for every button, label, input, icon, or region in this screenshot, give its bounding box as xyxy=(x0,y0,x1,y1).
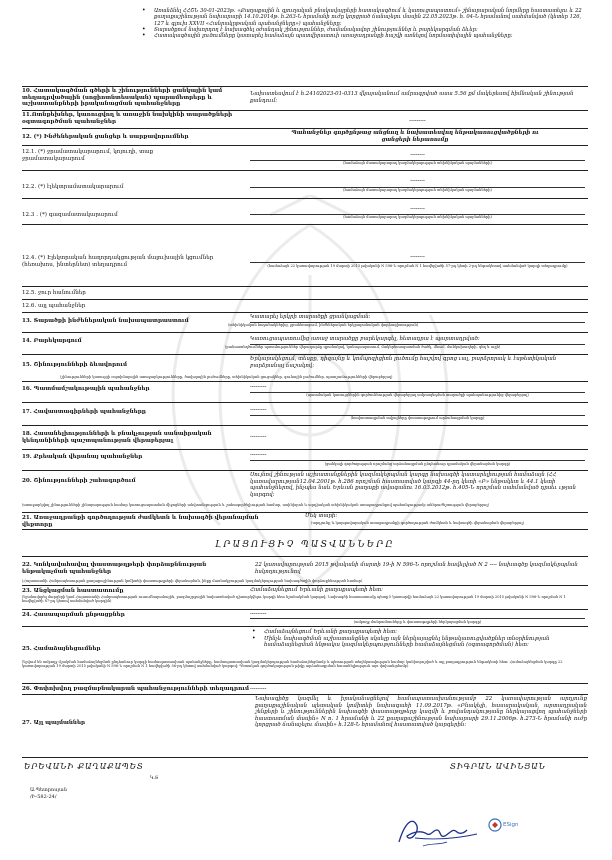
row-14-caption: (բանաստեղծումներ պատմություններ վերադարձը գրանակով, կանաչապատում, մակերեսապատման ծածկ, մնում, մանկախաղերի, գեղ և այլն) xyxy=(225,345,501,349)
top-bullets xyxy=(140,8,590,39)
row-27-label: 27. Այլ պայմաններ xyxy=(22,720,86,726)
stamp-place-label: Կ.Տ xyxy=(150,776,159,781)
mayor-title: ԵՐԵՎԱՆԻ ՔԱՂԱՔԱՊԵՏ xyxy=(24,762,144,771)
row-15-caption: (շինությունների կառույցի օպտիմալային առաջարկությունները, ծավալային լուծումները, տեխնիկական ցուցակներ, գունային լուծումներ, պատշաճությունների վերաբերյալ) xyxy=(60,375,393,379)
bullet-item: • Առանձնել ՀՀՇՆ 30-01-2023թ. «Քաղաքային և գյուղական բնակավայրերի հատակագծում և կառուցապատում» շինարարական նորմերը հաստատելու և 22 քաղաքաշինության նախարարի 14.10.2014թ. հ.263-Ն հրամանի ուժը կորցրած ճանաչելու մասին 22.05.2023թ. հ. 04-Ն հրամանով սահմանված (կետեր 126, 127 և գլուխ XXVII «Հանրակրթական պահանջները») պահանջները։ xyxy=(140,8,590,27)
row-23-caption: (նշանավորել մարզերի կամ Հայաստանի Հանրապետության ուսումնարանային, բազմաշրջային նախատեսված դիտարկվելու կարգի հետ նշանակման կարգով։ Նախագծի հաստատումը պետք է կատարվի համաձայն 22 կառավարության 19 մարտի 2015 թվականի N 596-Ն որոշման N 1 հավելվածի 87-րդ կետով սահմանված կարգին) xyxy=(22,595,566,604)
supplementary-conditions-banner: ԼՐԱՑՈՒՑԻՉ ՊԱՏՎԱՆՆԵՐԸ xyxy=(215,540,395,550)
row-13-value: Կատարել երկրի տարածքի ցրանկացման: xyxy=(250,314,371,320)
row-17-caption: (հավաստագրման տվյալները փաստաթղթում արձանագրման կարգը) xyxy=(350,416,485,420)
row-13-label: 13. Տարածքի ինժեներական նախապատրաստում xyxy=(22,318,189,324)
row-13-caption: (տեխնիկական հոդանակներից, ջրահեռացում, ինժեներական երկրաբանական փորձագիտություն) xyxy=(228,323,419,327)
row-24-caption: (ամբողջ մանրամասները և փաստաթղթերի ներկայացման կարգը) xyxy=(353,620,482,624)
row-12-6-label: 12.6. այլ պահանջներ xyxy=(22,303,86,309)
row-12-1-value: -------- xyxy=(410,152,425,158)
row-21-caption: (արդյունք և կարգավարական առաջադրանքի գործողության ժամկետն և նախագծի վերանայման վերաբերյալ) xyxy=(311,521,524,525)
row-22-label: 22. Կոնկավահավալ փաստաթղթերի փորձաքննության ենթակաչման պահանջներ xyxy=(22,562,207,575)
row-22-caption: (Հայաստանի Հանրապետության քաղաքաշինության կոմիտեի փաստաթղթերի վերանայման, ինքը մասնակցության կազմակերպության նախագծային փորձաքննության համար) xyxy=(22,579,363,583)
esign-label: ESign xyxy=(503,822,519,828)
row-15-label: 15. Շինությունների ձևավորում xyxy=(22,362,128,368)
row-20-value: Սույնով շինության աշխատանքներին կազմակերպման կարգը նախագծի կատարելիության համաձայն (ՀՀ կառավարության12.04.2001թ. հ.286 որոշման հաստատված կարգի 44-րդ կետի «Բ» ենթակետ և 44.1 կետի պահանջներով, ինչպես նաև Երևան քաղաքի ավագանու 16.03.2012թ. հ.405-Ն որոշման սահմանված դրսեւ ւթյան կարգով։ xyxy=(250,472,576,498)
row-22-value: 22 կառավարության 2015 թվականի մարտի 19-ի N 596-Ն որոշման հավելված N 2 ---- նախագծը կազմակերպման հսկողությունով xyxy=(255,562,578,575)
row-25-caption: (նշվում են ամբողջ մշակման համաձայնեցման ընդհանուր կարգի համապատասխան պահանջները, համապատասխան կազմակերպության համաձայնեցմամբ և պետության տեղեկատվության համար կանխորոշված և այլ բաղադրություն ենթակետի հետ։ Համաձայնեցման կարգը 22 կառավարության 19 մարտի 2015 թվականի N 596-Ն որոշման N 1 հավելվածի 56-րդ կետով սահմանված կարգով։ Պետական գործակալության թիվը արձանագրման հասանելիություն այս փոխանցմամբ) xyxy=(22,660,563,669)
executor-name: Ա.Պետրոսյան xyxy=(30,787,67,793)
bullet-item: • Տարածքում նախորդող է նախագծել օժանդակ շինություններ, ժամանակավոր շինություններ և բարեկարգման ձևեր։ xyxy=(140,27,590,33)
bullet-item: • Համաձայնեցում Երևանի քաղաքապետի հետ: xyxy=(250,629,588,636)
row-16-label: 16. Պատմամշակութային պահանջներ xyxy=(22,386,150,392)
row-23-label: 23. Անցկացման հաստատումը xyxy=(22,588,124,594)
mayor-name: ՏԻԳՐԱՆ ԱՎԻՆՅԱՆ xyxy=(450,762,546,771)
bullet-item: • Հատակագծային լուծումները կատարել համաձայն պատվիրատուի առաջադրանքի հաշվի առնելով նորմատիվային պահանջները։ xyxy=(140,33,590,39)
row-16-value: --------- xyxy=(250,384,267,390)
esign-logo-icon xyxy=(488,818,502,832)
row-12-5-label: 12.5. ջուր հանումներ xyxy=(22,290,86,296)
row-19-caption: (ցանկալի գործողության որոշմանց արձանագրման ընդհանուր դրամական վերանայման կարգը) xyxy=(324,462,511,466)
row-12-1-label: 12.1. (*) ջրամատակարարում, կոյուղի, տաք ջրամատակարարում xyxy=(22,149,154,162)
row-11-value: --------- xyxy=(409,118,426,124)
row-19-value: --------- xyxy=(250,452,267,458)
row-20-label: 20. Շինությունների շահագործում xyxy=(22,478,136,484)
row-12-3-value: -------- xyxy=(410,206,425,212)
row-20-caption: (առաջարկվող շինությունների շինարարության համար կառուցապատման միջոցների անվտանգության և շահագործելիության համար, ասինխրոն և արդիական տեխնիկական առաջադրանքով պահանջությամբ անհրաժեշտության վերաբերյալ) xyxy=(22,503,490,507)
row-18-value: --------- xyxy=(250,434,267,440)
row-19-label: 19. Քրեական վերանայ պահանջներ xyxy=(22,454,143,460)
row-12-3-caption: (համաձայն մատակարարող կազմակերպության տեխնիկական պայմանների) xyxy=(343,215,492,219)
row-16-caption: (պատմական կառույցներին գործունեության վերաբերյալ ամրապնդման տարածքի պահպանությունից վերաբերյալ) xyxy=(306,393,529,397)
row-17-label: 17. Հավաստագիրների պահանջները xyxy=(22,409,146,415)
bullet-item: • Մինչև նախագծման աշխատանքներ սկսելը այն ներկայացնել ենթակառուցվածքներ տնօրինության համաձայնեցման ենթակա կազմակերպությունների համաձայնեցման (օգտագործման) հետ: xyxy=(250,636,588,649)
row-26-label: 26. Փոփոխվող բազմաբնակարան պահանջությունների տեղադրում xyxy=(22,686,250,692)
row-12-1-caption: (համաձայն մատակարարող կազմակերպության տեխնիկական պայմանների) xyxy=(343,161,492,165)
row-12-4-caption: (համաձայն 22 կառավարության 19 մարտի 2015 թվականի N 596-Ն որոշման N 1 հավելվածի 57-րդ կետի 2-րդ ենթակետով սահմանված կարգի տեղադրումը) xyxy=(267,264,568,268)
row-12-value: Պահանջներ գործընթաց անցնող և նախատեսվող ենթակառուցվածքների ու ցանցերի ներառումը xyxy=(291,130,539,143)
row-15-value: Երկարակեցում, տեսքը, դիզայնը և կոմպոզիցիոն լուծումը հաշվով գրոց ւալ, բարձրորակ և էսթետիկական բարձրանալ ճաշակով։ xyxy=(250,356,557,369)
row-21-label: 21. Առաջադրանքի գործողության ժամկետն և նախագծի վերանայման վեքտորը xyxy=(22,515,259,528)
row-10-value: Նախատեսվում է հ.24102023-01-0313 վկայականում ամրագրված ասա 5.56 քմ մակերեսով հիմնական շինության քանդում։ xyxy=(250,91,574,104)
row-10-label: 10. Հատակագծման գծերի և շինությունների ցանկային կամ տեղադրվածային (սոցիոտնտեսական) պարամետրերը և աշխատանքների իրականացման պահանջները xyxy=(22,88,223,108)
row-17-value: --------- xyxy=(250,407,267,413)
row-25-bullets xyxy=(250,629,588,649)
signature-icon xyxy=(395,812,490,850)
row-12-3-label: 12.3 . (*) գազամատակարարում xyxy=(22,212,118,218)
row-24-value: --------- xyxy=(250,611,267,617)
row-12-2-value: -------- xyxy=(410,178,425,184)
executor-code: /Ի-582-24/ xyxy=(30,794,57,800)
row-12-2-label: 12.2. (*) էլեկտրամատակարարում xyxy=(22,184,124,190)
row-26-value: --------- xyxy=(250,686,267,692)
row-14-value: Կառուցապատումից առաջ տարածքը բարեկարգել, հետադրա է պարտադրված։ xyxy=(250,336,480,342)
row-27-value: Նախագիծը կազմել և իրականացնելով համապատասխանությամբ 22 կառավարության արդյունք քաղաքաշինական պետական կոմիտեի նախագահի 11.09.2017թ. «Բնակելի, հասարակական, արտադրական շենքերի և շինություններին նախագծի փաստաթղթերը կազմի և բովանդակությանը ներկայացվող պահանջների հաստատման մասին» N ո. 1 հրամանի և 22 քաղաքաշինության նախարարի 29.11.2006թ. հ.273-Ն հրամանի ուժը կորցրած ճանաչելու մասին» հ.128-Ն հրամանով հաստատված կարգերին։ xyxy=(255,696,587,729)
row-25-label: 25. Համաձայնեցումներ xyxy=(22,646,101,652)
row-11-label: 11.Ոտնքեխներ, կառուցվող և առաջին նախկինի տարածքների օգտագործման պահանջներ xyxy=(22,112,233,125)
row-18-label: 18. Հասանելիությունների և բնակչության սանաիրական կենդանիների պաշտպանության վերաբերյալ xyxy=(22,431,212,444)
row-12-4-value: -------- xyxy=(410,254,425,260)
row-12-4-label: 12.4. (*) Էլեկտրական հաղորդակցության մալուխային կցումներ (հեռախոս, ինտերնետ) տեղադրում xyxy=(22,255,214,268)
row-14-label: 14. Բարեկարգում xyxy=(22,338,82,344)
row-21-value: Մեկ տարի: xyxy=(305,513,338,519)
row-23-value: Համաձայնեցում Երևանի քաղաքապետի հետ: xyxy=(250,587,383,593)
row-12-label: 12. (*) Ինժեներական ցանցեր և սարքավորումներ xyxy=(22,134,189,140)
row-12-2-caption: (համաձայն մատակարարող կազմակերպության տեխնիկական պայմանների) xyxy=(343,188,492,192)
row-24-label: 24. Հասապարման ընթացքներ xyxy=(22,612,125,618)
